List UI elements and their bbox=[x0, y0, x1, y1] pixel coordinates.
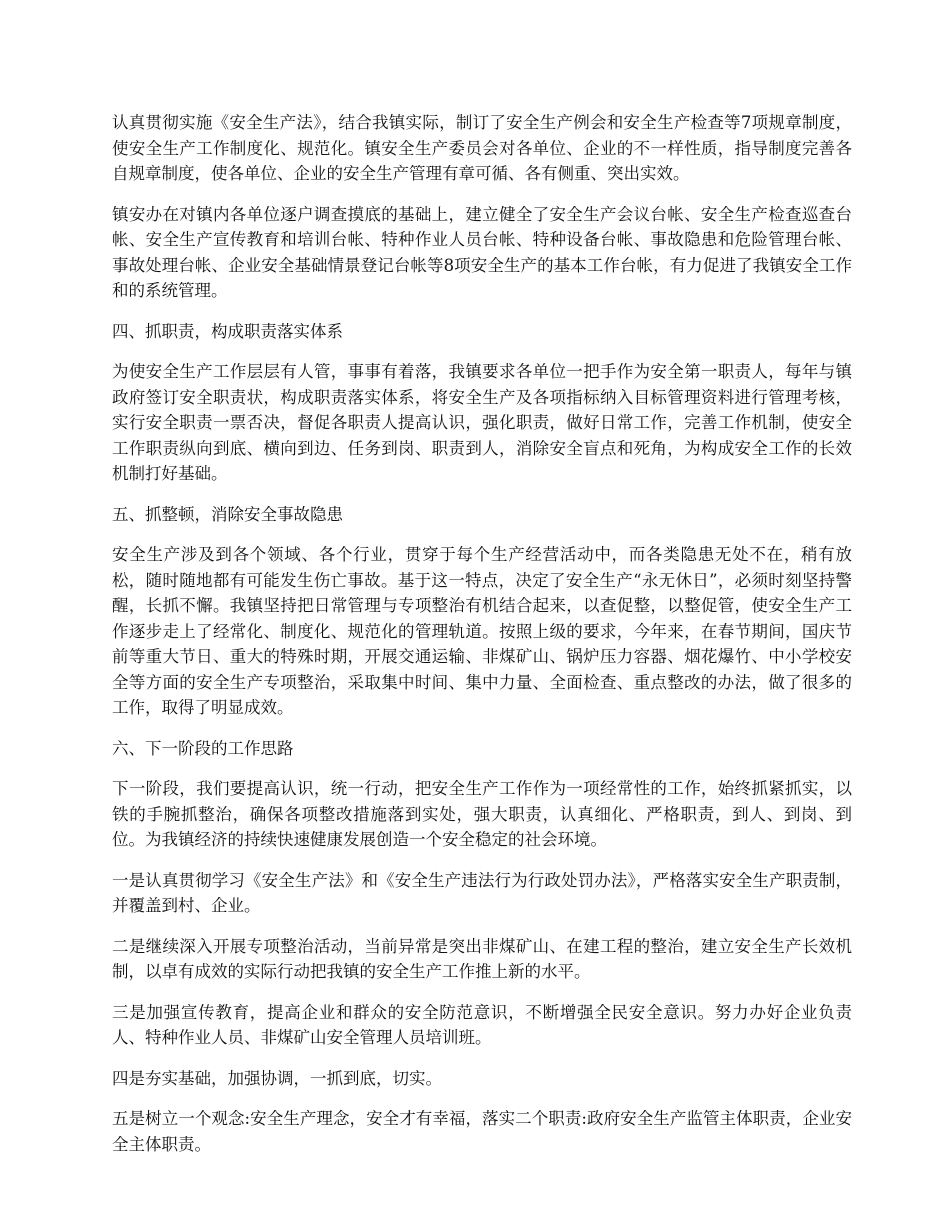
section-heading-6: 六、下一阶段的工作思路 bbox=[112, 738, 294, 758]
list-item-1: 一是认真贯彻学习《安全生产法》和《安全生产违法行为行政处罚办法》，严格落实安全生产职责制，并覆盖到村、企业。 bbox=[112, 870, 852, 915]
list-item-4: 四是夯实基础，加强协调，一抓到底，切实。 bbox=[112, 1068, 442, 1088]
paragraph-next-stage: 下一阶段，我们要提高认识，统一行动，把安全生产工作作为一项经常性的工作，始终抓紧抓实，以铁的手腕抓整治，确保各项整改措施落到实处，强大职责，认真细化、严格职责，到人、到岗、到位。为我镇经济的持续快速健康发展创造一个安全稳定的社会环境。 bbox=[112, 779, 852, 849]
paragraph-rules-system: 认真贯彻实施《安全生产法》，结合我镇实际，制订了安全生产例会和安全生产检查等7项规章制度，使安全生产工作制度化、规范化。镇安全生产委员会对各单位、企业的不一样性质，指导制度完善各自规章制度，使各单位、企业的安全生产管理有章可循、各有侧重、突出实效。 bbox=[112, 113, 852, 183]
paragraph-ledgers: 镇安办在对镇内各单位逐户调查摸底的基础上，建立健全了安全生产会议台帐、安全生产检查巡查台帐、安全生产宣传教育和培训台帐、特种作业人员台帐、特种设备台帐、事故隐患和危险管理台帐、事故处理台帐、企业安全基础情景登记台帐等8项安全生产的基本工作台帐，有力促进了我镇安全工作和的系统管理。 bbox=[112, 204, 852, 300]
section-heading-5: 五、抓整顿，消除安全事故隐患 bbox=[112, 504, 343, 524]
list-item-5: 五是树立一个观念:安全生产理念，安全才有幸福，落实二个职责:政府安全生产监管主体职责，企业安全主体职责。 bbox=[112, 1109, 852, 1154]
paragraph-responsibility: 为使安全生产工作层层有人管，事事有着落，我镇要求各单位一把手作为安全第一职责人，每年与镇政府签订安全职责状，构成职责落实体系，将安全生产及各项指标纳入目标管理资料进行管理考核，实行安全职责一票否决，督促各职责人提高认识，强化职责，做好日常工作，完善工作机制，使安全工作职责纵向到底、横向到边、任务到岗、职责到人，消除安全盲点和死角，为构成安全工作的长效机制打好基础。 bbox=[112, 362, 852, 483]
paragraph-rectification: 安全生产涉及到各个领域、各个行业，贯穿于每个生产经营活动中，而各类隐患无处不在，稍有放松，随时随地都有可能发生伤亡事故。基于这一特点，决定了安全生产“永无休日”，必须时刻坚持警醒，长抓不懈。我镇坚持把日常管理与专项整治有机结合起来，以查促整，以整促管，使安全生产工作逐步走上了经常化、制度化、规范化的管理轨道。按照上级的要求，今年来，在春节期间，国庆节前等重大节日、重大的特殊时期，开展交通运输、非煤矿山、锅炉压力容器、烟花爆竹、中小学校安全等方面的安全生产专项整治，采取集中时间、集中力量、全面检查、重点整改的办法，做了很多的工作，取得了明显成效。 bbox=[112, 545, 852, 717]
list-item-3: 三是加强宣传教育，提高企业和群众的安全防范意识，不断增强全民安全意识。努力办好企业负责人、特种作业人员、非煤矿山安全管理人员培训班。 bbox=[112, 1002, 852, 1047]
section-heading-4: 四、抓职责，构成职责落实体系 bbox=[112, 321, 343, 341]
document-page bbox=[112, 110, 852, 1172]
list-item-2: 二是继续深入开展专项整治活动，当前异常是突出非煤矿山、在建工程的整治，建立安全生产长效机制，以卓有成效的实际行动把我镇的安全生产工作推上新的水平。 bbox=[112, 936, 852, 981]
